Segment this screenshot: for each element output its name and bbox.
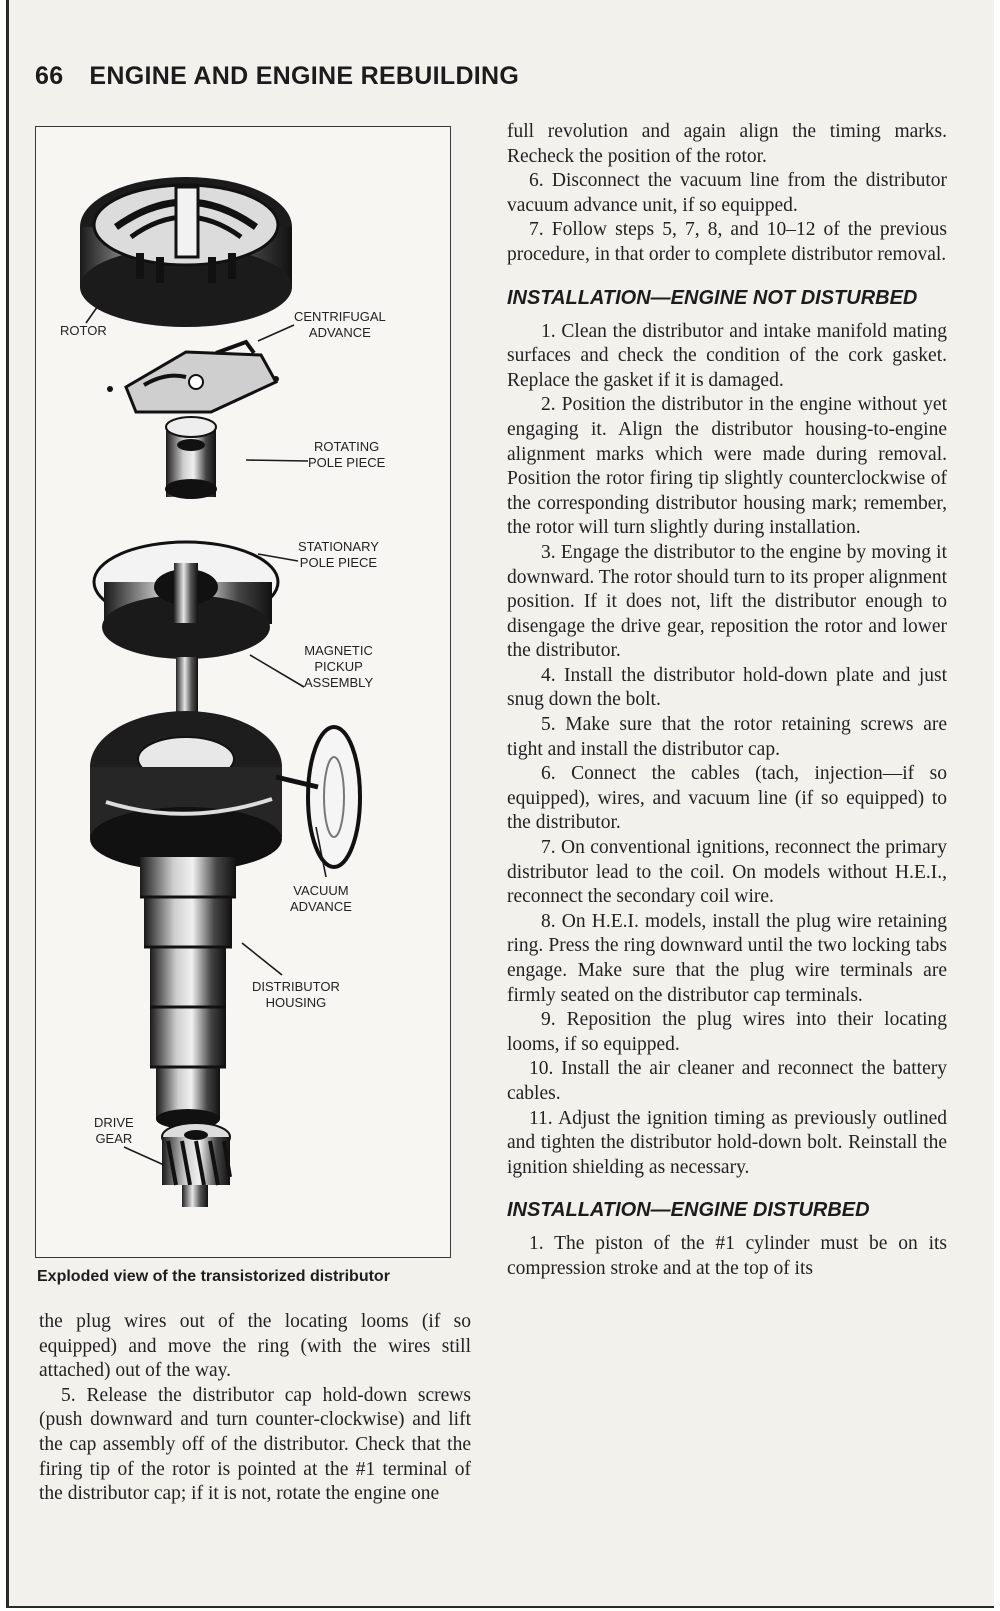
exploded-distributor-illustration <box>36 127 452 1259</box>
label-vacuum-advance: VACUUM ADVANCE <box>290 883 352 914</box>
paragraph: 5. Release the distributor cap hold-down screws (push downward and turn counter-clockwise) and lift the cap assembly off of the distributor. Check that the firing tip of the rotor is pointed at the #1 terminal of the distributor cap; if it is not, rotate the engine one <box>39 1384 471 1505</box>
section-heading: INSTALLATION—ENGINE DISTURBED <box>507 1199 870 1222</box>
paragraph: 7. Follow steps 5, 7, 8, and 10–12 of the previous procedure, in that order to complete distributor removal. <box>507 219 947 265</box>
page-number: 66 <box>35 62 64 90</box>
paragraph: 7. On conventional ignitions, reconnect the primary distributor lead to the coil. On models without H.E.I., reconnect the secondary coil wire. <box>507 837 947 908</box>
label-rotating-pole-piece: ROTATING POLE PIECE <box>308 439 386 470</box>
chapter-title: ENGINE AND ENGINE REBUILDING <box>89 62 520 90</box>
section-heading: INSTALLATION—ENGINE NOT DISTURBED <box>507 286 918 309</box>
vacuum-advance-part <box>276 727 360 867</box>
paragraph: 10. Install the air cleaner and reconnect the battery cables. <box>507 1058 947 1104</box>
paragraph: 4. Install the distributor hold-down plate and just snug down the bolt. <box>507 664 947 711</box>
label-rotor: ROTOR <box>60 323 107 338</box>
paragraph: full revolution and again align the timing marks. Recheck the position of the rotor. <box>507 121 947 167</box>
paragraph: 8. On H.E.I. models, install the plug wire retaining ring. Press the ring downward until the two locking tabs engage. Make sure that the plug wire terminals are firmly seated on the distributor cap terminals. <box>507 910 947 1006</box>
right-column-text <box>507 120 947 1282</box>
paragraph: 3. Engage the distributor to the engine by moving it downward. The rotor should turn to its proper alignment position. If it does not, lift the distributor enough to disengage the drive gear, reposition the rotor and lower the distributor. <box>507 541 947 662</box>
paragraph: 6. Disconnect the vacuum line from the distributor vacuum advance unit, if so equipped. <box>507 170 947 216</box>
distributor-figure <box>35 126 451 1258</box>
label-magnetic-pickup: MAGNETIC PICKUP ASSEMBLY <box>304 643 374 690</box>
rotating-pole-piece-part <box>165 417 217 499</box>
paragraph: 2. Position the distributor in the engine without yet engaging it. Align the distributor housing-to-engine alignment marks which were made during removal. Position the rotor firing tip slightly counterclockwise of the corresponding distributor housing mark; remember, the rotor will turn slightly during installation. <box>507 394 947 539</box>
figure-caption: Exploded view of the transistorized distributor <box>37 1268 390 1285</box>
label-drive-gear: DRIVE GEAR <box>94 1115 134 1146</box>
paragraph: 1. Clean the distributor and intake manifold mating surfaces and check the condition of the cork gasket. Replace the gasket if it is damaged. <box>507 320 947 391</box>
centrifugal-advance-part <box>107 342 279 412</box>
label-stationary-pole-piece: STATIONARY POLE PIECE <box>298 539 379 570</box>
page-header <box>35 62 519 91</box>
left-column-text <box>39 1310 471 1507</box>
drive-gear-part <box>162 1123 230 1207</box>
rotor-part <box>80 177 292 327</box>
label-distributor-housing: DISTRIBUTOR HOUSING <box>252 979 340 1010</box>
manual-page <box>6 0 994 1608</box>
distributor-housing-part <box>140 857 236 1129</box>
housing-flange-part <box>90 711 282 871</box>
paragraph: 11. Adjust the ignition timing as previously outlined and tighten the distributor hold-down bolt. Reinstall the ignition shielding as necessary. <box>507 1107 947 1178</box>
label-centrifugal-advance: CENTRIFUGAL ADVANCE <box>294 309 386 340</box>
paragraph: 6. Connect the cables (tach, injection—if so equipped), wires, and vacuum line (if so equipped) to the distributor. <box>507 763 947 834</box>
stationary-pole-piece-part <box>94 542 278 659</box>
paragraph: 5. Make sure that the rotor retaining screws are tight and install the distributor cap. <box>507 714 947 760</box>
paragraph: 9. Reposition the plug wires into their locating looms, if so equipped. <box>507 1009 947 1055</box>
paragraph: 1. The piston of the #1 cylinder must be on its compression stroke and at the top of its <box>507 1233 947 1279</box>
paragraph: the plug wires out of the locating looms (if so equipped) and move the ring (with the wires still attached) out of the way. <box>39 1311 471 1382</box>
